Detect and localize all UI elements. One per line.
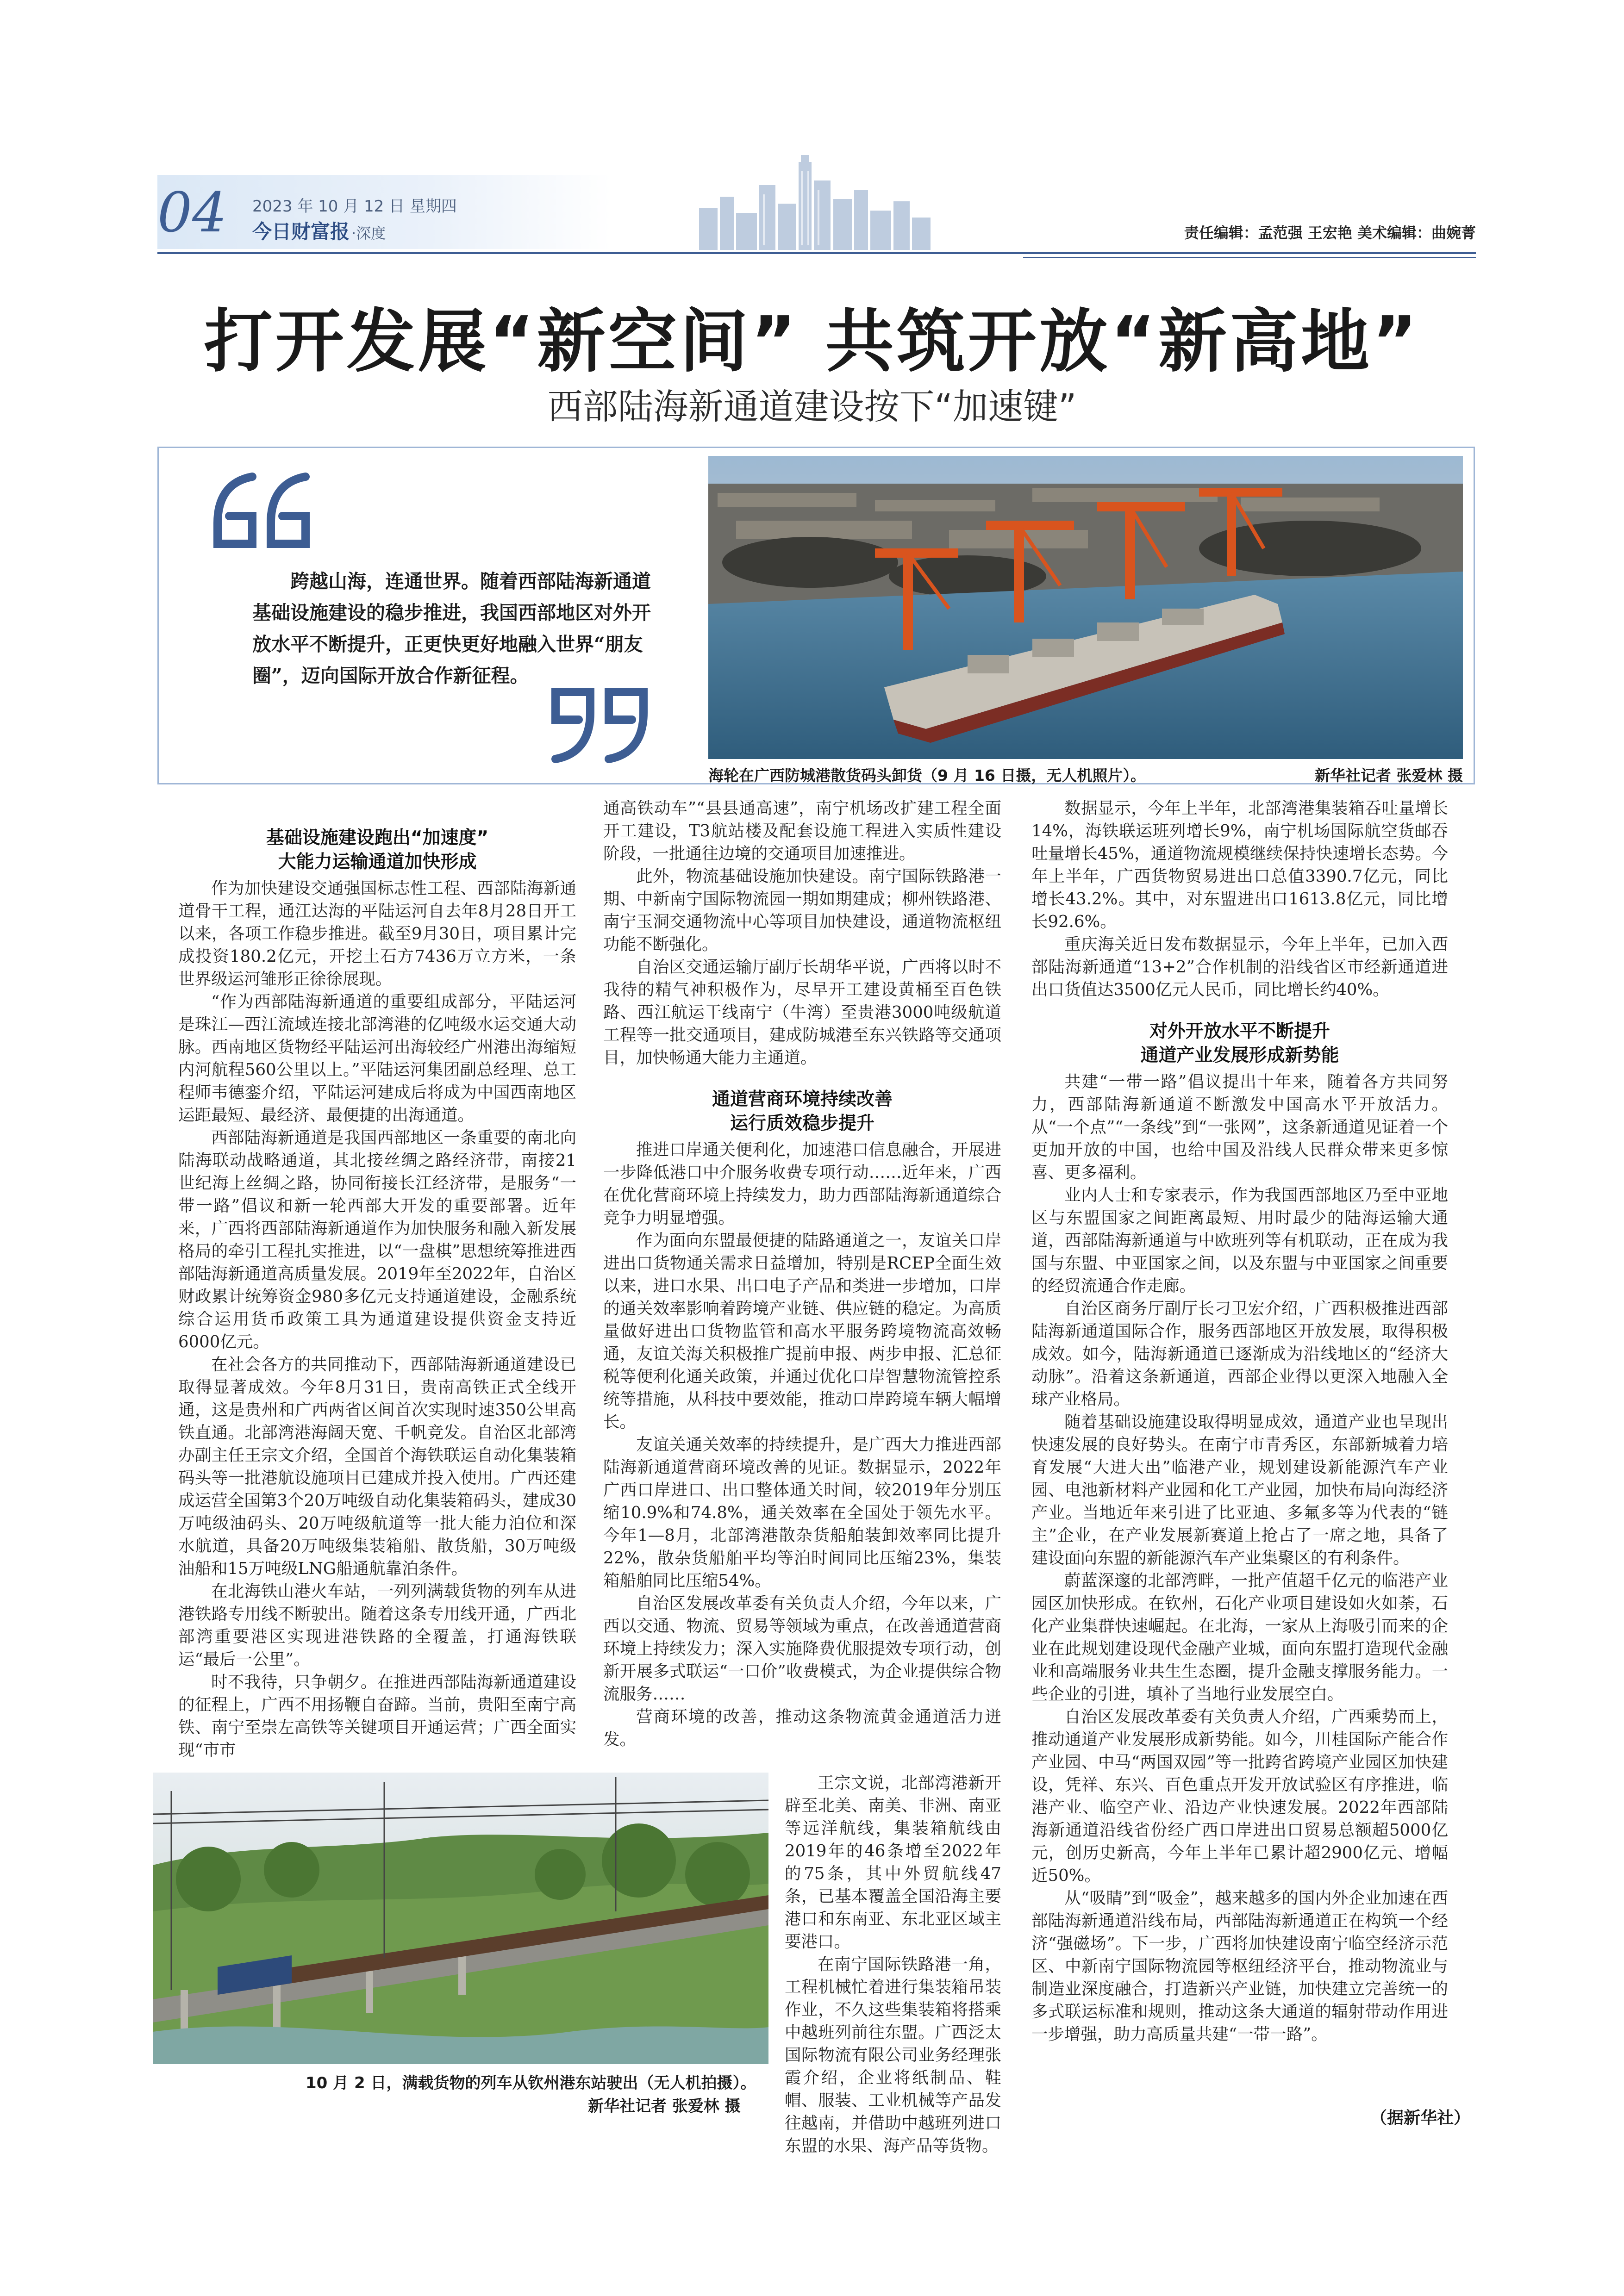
paragraph: 营商环境的改善，推动这条物流黄金通道活力迸发。 [603,1707,1001,1749]
paragraph: 数据显示，今年上半年，北部湾港集装箱吞吐量增长14%，海铁联运班列增长9%，南宁机场国际航空货邮吞吐量增长45%，通道物流规模继续保持快速增长态势。今年上半年，广西货物贸易进出口总值3390.7亿元，同比增长43.2%。其中，对东盟进出口1613.8亿元，同比增长92.6%。 [1031,799,1448,931]
headline: 打开发展“新空间” 共筑开放“新高地” [204,302,1420,381]
column-3 [1031,797,1448,2046]
paragraph: 从“吸睛”到“吸金”，越来越多的国内外企业加速在西部陆海新通道沿线布局，西部陆海新通道正在构筑一个经济“强磁场”。下一步，广西将加快建设南宁临空经济示范区、中新南宁国际物流园等枢纽经济平台，推动物流业与制造业深度融合，打造新兴产业链，加快建立完善统一的多式联运标准和规则，推动这条大通道的辐射带动作用进一步增强，助力高质量共建“一带一路”。 [1031,1889,1448,2044]
paragraph: 蔚蓝深邃的北部湾畔，一批产值超千亿元的临港产业园区加快形成。在钦州，石化产业项目建设如火如荼，石化产业集群快速崛起。在北海，一家从上海吸引而来的企业在此规划建设现代金融产业城，面向东盟打造现代金融业和高端服务业共生生态圈，提升金融支撑服务能力。一些企业的引进，填补了当地行业发展空白。 [1031,1571,1448,1704]
editors-credit: 责任编辑：孟范强 王宏艳 美术编辑：曲婉菁 [1184,224,1476,242]
section3-title [1031,1020,1448,1068]
source-credit: （据新华社） [1370,2109,1471,2128]
paper-title: 今日财富报 [252,220,350,243]
open-quote-icon [208,463,319,560]
paragraph: “作为西部陆海新通道的重要组成部分，平陆运河是珠江—西江流域连接北部湾港的亿吨级水运交通大动脉。西南地区货物经平陆运河出海较经广州港出海缩短内河航程560公里以上。”平陆运河集团副总经理、总工程师韦德銮介绍，平陆运河建成后将成为中国西南地区运距最短、最经济、最便捷的出海通道。 [178,992,576,1125]
subheadline: 西部陆海新通道建设按下“加速键” [547,386,1077,427]
paragraph: 业内人士和专家表示，作为我国西部地区乃至中亚地区与东盟国家之间距离最短、用时最少的陆海运输大通道，西部陆海新通道与中欧班列等有机联动，正在成为我国与东盟、中亚国家之间，以及东盟与中亚国家之间重要的经贸流通合作走廊。 [1031,1186,1448,1295]
paragraph: 作为加快建设交通强国标志性工程、西部陆海新通道骨干工程，通江达海的平陆运河自去年8月28日开工以来，各项工作稳步推进。截至9月30日，项目累计完成投资180.2亿元，开挖土石方7436万立方米，一条世界级运河雏形正徐徐展现。 [178,879,576,989]
section2-title-line1: 通道营商环境持续改善 [712,1089,893,1110]
section2-title-line2: 运行质效稳步提升 [730,1113,874,1134]
paragraph: 随着基础设施建设取得明显成效，通道产业也呈现出快速发展的良好势头。在南宁市青秀区，东部新城着力培育发展“大进大出”临港产业，规划建设新能源汽车产业园、电池新材料产业园和化工产业园，加快布局向海经济产业。当地近年来引进了比亚迪、多氟多等为代表的“链主”企业，在产业发展新赛道上抢占了一席之地，具备了建设面向东盟的新能源汽车产业集聚区的有利条件。 [1031,1412,1448,1568]
section3-title-line2: 通道产业发展形成新势能 [1140,1045,1339,1066]
paper-name [252,217,386,244]
photo2-caption: 10 月 2 日，满载货物的列车从钦州港东站驶出（无人机拍摄）。 [306,2074,756,2092]
paragraph: 西部陆海新通道是我国西部地区一条重要的南北向陆海联动战略通道，其北接丝绸之路经济带，南接21世纪海上丝绸之路，协同衔接长江经济带，是服务“一带一路”倡议和新一轮西部大开发的重要部署。近年来，广西将西部陆海新通道作为加快服务和融入新发展格局的牵引工程扎实推进，以“一盘棋”思想统筹推进西部陆海新通道高质量发展。2019年至2022年，自治区财政累计统筹资金980多亿元支持通道建设，金融系统综合运用货币政策工具为通道建设提供资金支持近6000亿元。 [178,1128,576,1351]
freight-train-photo [153,1773,768,2064]
lead-paragraph: 跨越山海，连通世界。随着西部陆海新通道基础设施建设的稳步推进，我国西部地区对外开放水平不断提升，正更快更好地融入世界“朋友圈”，迈向国际开放合作新征程。 [252,570,651,687]
column-2-bottom [785,1772,1001,2157]
paragraph: 自治区发展改革委有关负责人介绍，广西乘势而上，推动通道产业发展形成新势能。如今，川桂国际产能合作产业园、中马“两国双园”等一批跨省跨境产业园区加快建设，凭祥、东兴、百色重点开发开放试验区有序推进，临港产业、临空产业、沿边产业快速发展。2022年西部陆海新通道沿线省份经广西口岸进出口贸易总额超5000亿元，创历史新高，今年上半年已累计超2900亿元、增幅近50%。 [1031,1707,1448,1885]
port-cranes-photo [708,456,1463,759]
photo1-caption [708,764,1463,785]
paragraph: 此外，物流基础设施加快建设。南宁国际铁路港一期、中新南宁国际物流园一期如期建成；柳州铁路港、南宁玉洞交通物流中心等项目加快建设，通道物流枢纽功能不断强化。 [603,867,1001,954]
column-1 [178,821,576,1761]
paragraph: 王宗文说，北部湾港新开辟至北美、南美、非洲、南亚等远洋航线，集装箱航线由2019年的46条增至2022年的75条，其中外贸航线47条，已基本覆盖全国沿海主要港口和东南亚、东北亚区域主要港口。 [785,1773,1001,1951]
paragraph: 在社会各方的共同推动下，西部陆海新通道建设已取得显著成效。今年8月31日，贵南高铁正式全线开通，这是贵州和广西两省区间首次实现时速350公里高铁直通。北部湾港海阔天宽、千帆竞发。自治区北部湾办副主任王宗文介绍，全国首个海铁联运自动化集装箱码头等一批港航设施项目已建成并投入使用。广西还建成运营全国第3个20万吨级自动化集装箱码头，建成30万吨级油码头、20万吨级航道等一批大能力泊位和深水航道，具备20万吨级集装箱船、散货船，30万吨级油船和15万吨级LNG船通航靠泊条件。 [178,1355,576,1578]
paragraph: 通高铁动车”“县县通高速”，南宁机场改扩建工程全面开工建设，T3航站楼及配套设施工程进入实质性建设阶段，一批通往边境的交通项目加速推进。 [603,799,1001,863]
column-2 [603,797,1001,1751]
masthead-rule [157,252,1476,254]
paragraph: 友谊关通关效率的持续提升，是广西大力推进西部陆海新通道营商环境改善的见证。数据显示，2022年广西口岸进口、出口整体通关时间，较2019年分别压缩10.9%和74.8%，通关效率在全国处于领先水平。今年1—8月，北部湾港散杂货船舶装卸效率同比提升22%，散杂货船舶平均等泊时间同比压缩23%，集装箱船舶同比压缩54%。 [603,1435,1001,1590]
paragraph: 自治区发展改革委有关负责人介绍，今年以来，广西以交通、物流、贸易等领域为重点，在改善通道营商环境上持续发力；深入实施降费优服提效专项行动，创新开展多式联运“一口价”收费模式，为企业提供综合物流服务…… [603,1594,1001,1704]
paragraph: 推进口岸通关便利化，加速港口信息融合，开展进一步降低港口中介服务收费专项行动……近年来，广西在优化营商环境上持续发力，助力西部陆海新通道综合竞争力明显增强。 [603,1140,1001,1227]
skyline-illustration [694,153,935,250]
paragraph: 自治区交通运输厅副厅长胡华平说，广西将以时不我待的精气神积极作为，尽早开工建设黄桶至百色铁路、西江航运干线南宁（牛湾）至贵港3000吨级航道工程等一批交通项目，建成防城港至东兴铁路等交通项目，加快畅通大能力主通道。 [603,958,1001,1067]
section-name: ·深度 [351,224,386,242]
section1-title-line1: 基础设施建设跑出“加速度” [266,828,489,848]
paragraph: 重庆海关近日发布数据显示，今年上半年，已加入西部陆海新通道“13+2”合作机制的沿线省区市经新通道进出口货值达3500亿元人民币，同比增长约40%。 [1031,935,1448,999]
paragraph: 共建“一带一路”倡议提出十年来，随着各方共同努力，西部陆海新通道不断激发中国高水平开放活力。从“一个点”“一条线”到“一张网”，这条新通道见证着一个更加开放的中国，也给中国及沿线人民群众带来更多惊喜、更多福利。 [1031,1072,1448,1182]
section3-title-line1: 对外开放水平不断提升 [1149,1021,1330,1042]
paragraph: 作为面向东盟最便捷的陆路通道之一，友谊关口岸进出口货物通关需求日益增加，特别是RCEP全面生效以来，进口水果、出口电子产品和类进一步增加，口岸的通关效率影响着跨境产业链、供应链的稳定。为高质量做好进出口货物监管和高水平服务跨境物流高效畅通，友谊关海关积极推广提前申报、两步申报、汇总征税等便利化通关政策，并通过优化口岸智慧物流管控系统等措施，从科技中要效能，推动口岸跨境车辆大幅增长。 [603,1231,1001,1431]
issue-date: 2023 年 10 月 12 日 星期四 [252,197,457,216]
paragraph: 在北海铁山港火车站，一列列满载货物的列车从进港铁路专用线不断驶出。随着这条专用线开通，广西北部湾重要港区实现进港铁路的全覆盖，打通海铁联运“最后一公里”。 [178,1582,576,1669]
section2-title [603,1088,1001,1136]
paragraph: 在南宁国际铁路港一角，工程机械忙着进行集装箱吊装作业，不久这些集装箱将搭乘中越班列前往东盟。广西泛太国际物流有限公司业务经理张霞介绍，企业将纸制品、鞋帽、服装、工业机械等产品发往越南，并借助中越班列进口东盟的水果、海产品等货物。 [785,1955,1001,2155]
page-number: 04 [157,180,227,244]
paragraph: 时不我待，只争朝夕。在推进西部陆海新通道建设的征程上，广西不用扬鞭自奋蹄。当前，贵阳至南宁高铁、南宁至崇左高铁等关键项目开通运营；广西全面实现“市市 [178,1673,576,1760]
paragraph: 自治区商务厅副厅长刁卫宏介绍，广西积极推进西部陆海新通道国际合作，服务西部地区开放发展，取得积极成效。如今，陆海新通道已逐渐成为沿线地区的“经济大动脉”。沿着这条新通道，西部企业得以更深入地融入全球产业格局。 [1031,1299,1448,1409]
photo1-caption-text: 海轮在广西防城港散货码头卸货（9 月 16 日摄，无人机照片）。 [708,766,1146,784]
photo2-credit: 新华社记者 张爱林 摄 [588,2097,741,2116]
section1-title [178,826,576,874]
photo1-credit: 新华社记者 张爱林 摄 [1315,766,1463,784]
masthead-rule-thin [1023,257,1476,258]
section1-title-line2: 大能力运输通道加快形成 [278,852,477,872]
